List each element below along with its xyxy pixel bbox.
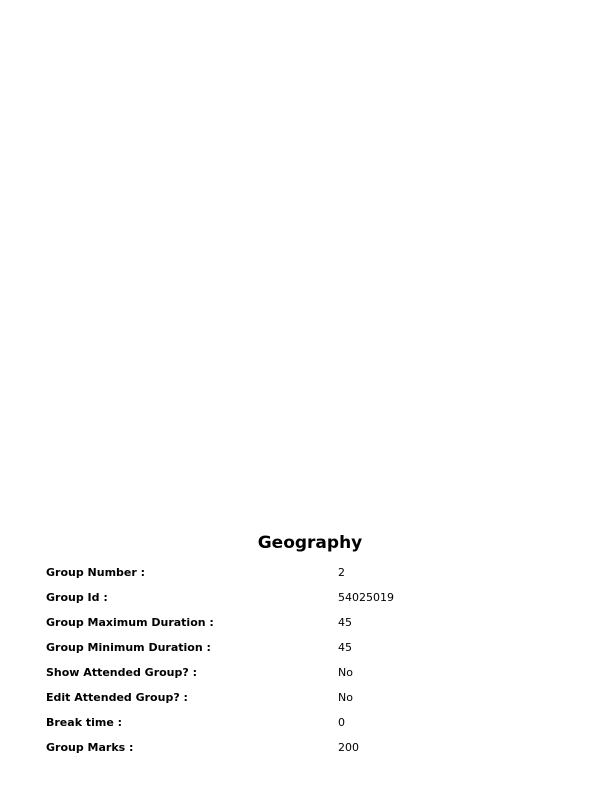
info-label: Group Maximum Duration : xyxy=(46,616,214,629)
info-value: 45 xyxy=(338,616,352,629)
info-row-group-id xyxy=(46,586,566,611)
info-label: Edit Attended Group? : xyxy=(46,691,188,704)
info-value: No xyxy=(338,666,353,679)
info-row-group-min-duration xyxy=(46,636,566,661)
info-label: Group Marks : xyxy=(46,741,134,754)
info-label: Group Number : xyxy=(46,566,146,579)
group-info-table xyxy=(46,561,566,761)
info-value: 54025019 xyxy=(338,591,394,604)
section-title: Geography xyxy=(257,533,363,553)
info-value: 45 xyxy=(338,641,352,654)
info-value: 200 xyxy=(338,741,359,754)
info-value: 2 xyxy=(338,566,345,579)
info-label: Group Id : xyxy=(46,591,108,604)
info-row-group-number xyxy=(46,561,566,586)
info-row-group-marks xyxy=(46,736,566,761)
info-row-break-time xyxy=(46,711,566,736)
info-row-edit-attended-group xyxy=(46,686,566,711)
info-row-group-max-duration xyxy=(46,611,566,636)
info-row-show-attended-group xyxy=(46,661,566,686)
info-value: No xyxy=(338,691,353,704)
info-label: Break time : xyxy=(46,716,123,729)
info-label: Show Attended Group? : xyxy=(46,666,197,679)
info-value: 0 xyxy=(338,716,345,729)
info-label: Group Minimum Duration : xyxy=(46,641,211,654)
